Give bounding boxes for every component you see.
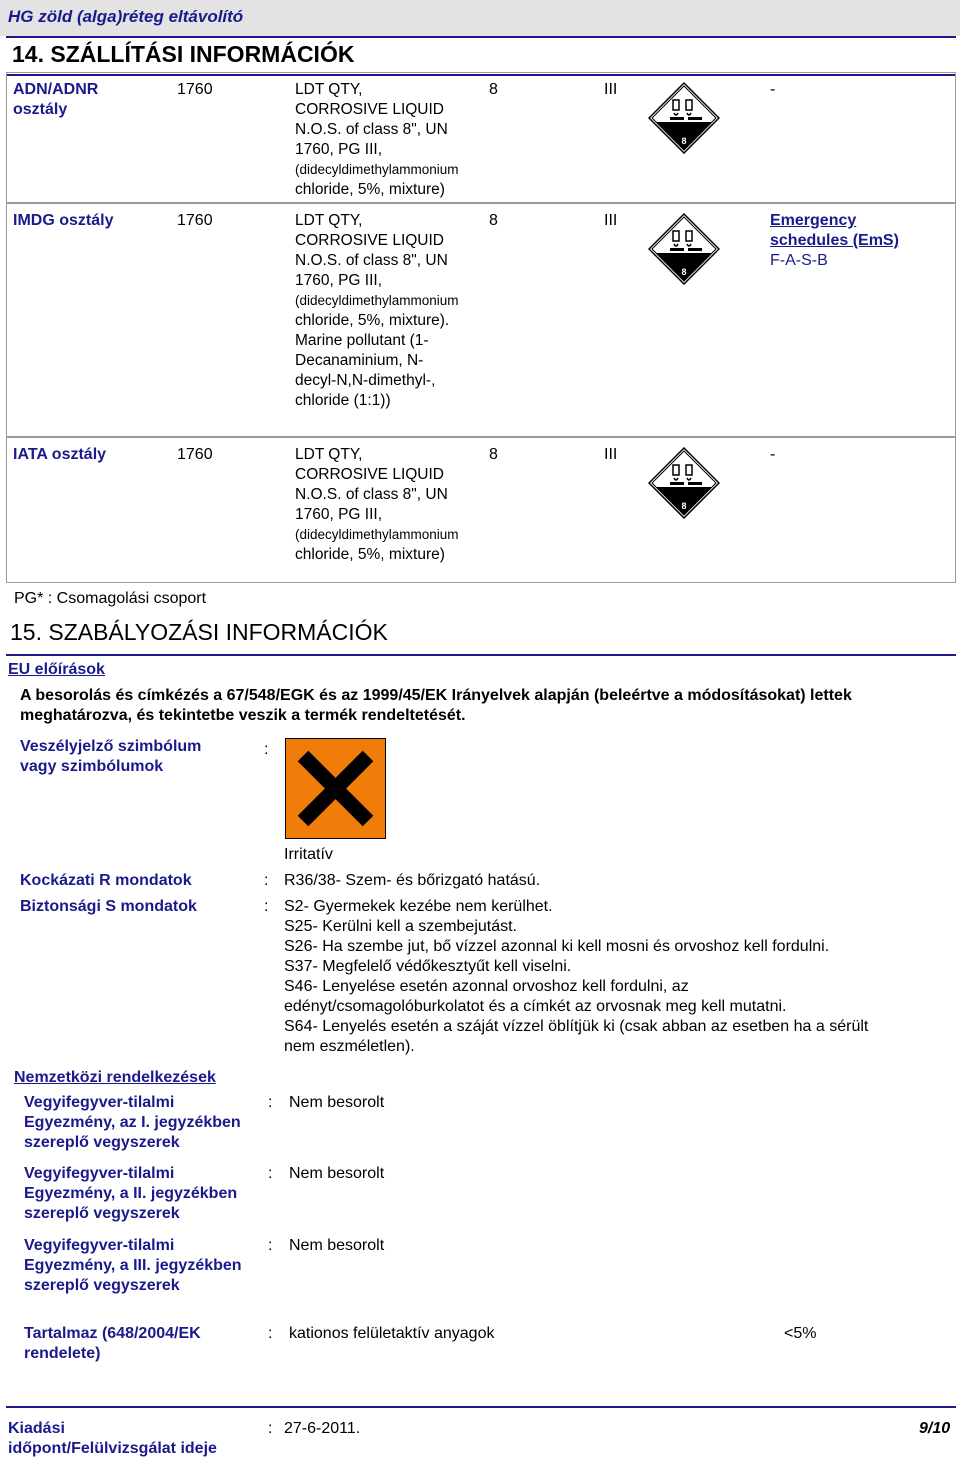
shipping-name-line: decyl-N,N-dimethyl-, [295,372,436,389]
shipping-name-line: LDT QTY, [295,446,363,463]
s-phrase-line: S46- Lenyelése esetén azonnal orvoshoz kell fordulni, az [284,978,689,995]
content-label-line-1: Tartalmaz (648/2004/EK [24,1325,201,1342]
document-title: HG zöld (alga)réteg eltávolító [8,7,244,26]
cwc-colon: : [268,1237,273,1254]
shipping-name-line: CORROSIVE LIQUID [295,466,444,483]
transport-class-label-line-1: IATA osztály [13,446,107,463]
shipping-name-line: N.O.S. of class 8", UN [295,486,448,503]
cwc-label-line-2: Egyezmény, az I. jegyzékben [24,1114,241,1131]
content-value: kationos felületaktív anyagok [289,1325,495,1342]
cwc-label [24,1093,241,1153]
packing-group: III [604,81,618,98]
footer-colon: : [268,1420,273,1437]
footer-page-number: 9/10 [919,1420,951,1437]
cwc-value: Nem besorolt [289,1237,385,1254]
shipping-name-line: chloride (1:1)) [295,392,391,409]
packing-group: III [604,212,618,229]
shipping-name-line: (didecyldimethylammonium [295,162,459,177]
section-15-title: 15. SZABÁLYOZÁSI INFORMÁCIÓK [10,619,388,645]
transport-row [6,72,956,203]
section-15-heading [6,618,956,656]
cwc-label [24,1164,237,1224]
footer-divider [6,1406,956,1408]
content-percentage: <5% [784,1325,817,1342]
extra-info-line-1: - [770,81,776,98]
shipping-name-line: Decanaminium, N- [295,352,424,369]
cwc-label-line-3: szereplő vegyszerek [24,1205,180,1222]
corrosive-diamond-icon [648,447,720,519]
transport-class-label [13,211,113,231]
shipping-name-line: LDT QTY, [295,81,363,98]
shipping-name-line: N.O.S. of class 8", UN [295,252,448,269]
hazard-class: 8 [489,446,498,463]
content-colon: : [268,1325,273,1342]
hazard-class: 8 [489,212,498,229]
hazard-class: 8 [489,81,498,98]
diamond-class-number: 8 [681,501,687,511]
international-heading: Nemzetközi rendelkezések [14,1069,216,1086]
corrosive-diamond-icon [648,82,720,154]
corrosive-diamond-icon [648,213,720,285]
transport-class-label-line-2: osztály [13,101,68,118]
eu-regulations-heading: EU előírások [8,661,105,678]
content-label-line-2: rendelete) [24,1345,101,1362]
footer-date: 27-6-2011. [284,1420,361,1437]
shipping-name-line: Marine pollutant (1- [295,332,429,349]
shipping-name-line: CORROSIVE LIQUID [295,101,444,118]
transport-class-label-line-1: IMDG osztály [13,212,114,229]
cwc-label-line-3: szereplő vegyszerek [24,1277,180,1294]
r-phrases-colon: : [264,872,269,889]
s-phrase-line: S26- Ha szembe jut, bő vízzel azonnal ki kell mosni és orvoshoz kell fordulni. [284,938,830,955]
eu-text-line-1: A besorolás és címkézés a 67/548/EGK és az 1999/45/EK Irányelvek alapján (beleértve a módosításokat) lettek [20,687,852,704]
proper-shipping-name [295,80,485,200]
packing-group: III [604,446,618,463]
irritant-x-icon [285,738,386,839]
un-number: 1760 [177,446,213,463]
cwc-colon: : [268,1094,273,1111]
cwc-label-line-2: Egyezmény, a II. jegyzékben [24,1185,238,1202]
footer-label-line-2: időpont/Felülvizsgálat ideje [8,1440,217,1457]
cwc-label [24,1236,242,1296]
extra-info-line-2: schedules (EmS) [770,232,899,249]
symbol-label-line-2: vagy szimbólumok [20,758,164,775]
s-phrase-line: S2- Gyermekek kezébe nem kerülhet. [284,898,553,915]
s-phrase-line: S25- Kerülni kell a szembejutást. [284,918,517,935]
transport-class-label [13,80,98,120]
s-phrase-line: S37- Megfelelő védőkesztyűt kell viselni. [284,958,572,975]
shipping-name-line: (didecyldimethylammonium [295,293,459,308]
cwc-label-line-1: Vegyifegyver-tilalmi [24,1165,175,1182]
shipping-name-line: N.O.S. of class 8", UN [295,121,448,138]
footer-label-line-1: Kiadási [8,1420,65,1437]
transport-extra-info [770,211,899,271]
transport-row [6,203,956,437]
shipping-name-line: chloride, 5%, mixture). [295,312,450,329]
diamond-class-number: 8 [681,267,687,277]
cwc-label-line-3: szereplő vegyszerek [24,1134,180,1151]
shipping-name-line: CORROSIVE LIQUID [295,232,444,249]
cwc-value: Nem besorolt [289,1165,385,1182]
proper-shipping-name [295,445,485,565]
extra-info-line-1: - [770,446,776,463]
shipping-name-line: 1760, PG III, [295,506,383,523]
shipping-name-line: 1760, PG III, [295,272,383,289]
un-number: 1760 [177,81,213,98]
transport-extra-info [770,445,775,465]
diamond-class-number: 8 [681,136,687,146]
s-phrase-line: S64- Lenyelés esetén a száját vízzel öblítjük ki (csak abban az esetben ha a sérült [284,1018,869,1035]
r-phrases-label: Kockázati R mondatok [20,872,192,889]
s-phrases-list [284,897,944,1057]
section-14-heading [6,36,956,76]
transport-class-label [13,445,106,465]
pg-note: PG* : Csomagolási csoport [14,590,207,607]
transport-extra-info [770,80,775,100]
cwc-label-line-1: Vegyifegyver-tilalmi [24,1237,175,1254]
cwc-label-line-2: Egyezmény, a III. jegyzékben [24,1257,242,1274]
s-phrase-line: edényt/csomagolóburkolatot és a címkét az orvosnak meg kell mutatni. [284,998,787,1015]
transport-row [6,437,956,583]
shipping-name-line: chloride, 5%, mixture) [295,181,445,198]
cwc-label-line-1: Vegyifegyver-tilalmi [24,1094,175,1111]
section-14-title: 14. SZÁLLÍTÁSI INFORMÁCIÓK [12,41,355,67]
s-phrase-line: nem eszméletlen). [284,1038,415,1055]
symbol-label-line-1: Veszélyjelző szimbólum [20,738,202,755]
proper-shipping-name [295,211,485,411]
extra-info-line-1: Emergency [770,212,857,229]
eu-text-line-2: meghatározva, és tekintetbe veszik a termék rendeltetését. [20,707,466,724]
s-phrases-colon: : [264,898,269,915]
shipping-name-line: (didecyldimethylammonium [295,527,459,542]
shipping-name-line: 1760, PG III, [295,141,383,158]
extra-info-line-3: F-A-S-B [770,252,828,269]
un-number: 1760 [177,212,213,229]
cwc-colon: : [268,1165,273,1182]
s-phrases-label: Biztonsági S mondatok [20,898,197,915]
r-phrases-text: R36/38- Szem- és bőrizgató hatású. [284,872,541,889]
shipping-name-line: chloride, 5%, mixture) [295,546,445,563]
symbol-caption: Irritatív [284,846,333,863]
transport-class-label-line-1: ADN/ADNR [13,81,99,98]
cwc-value: Nem besorolt [289,1094,385,1111]
symbol-colon: : [264,741,269,758]
shipping-name-line: LDT QTY, [295,212,363,229]
